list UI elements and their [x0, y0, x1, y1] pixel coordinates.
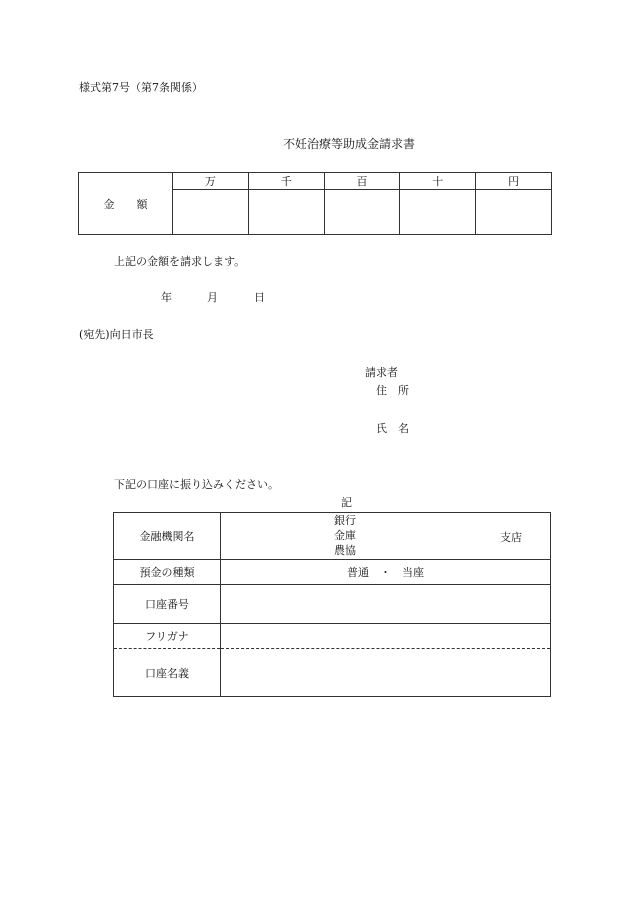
account-number-label: 口座番号 [114, 585, 221, 624]
unit-hyaku: 百 [324, 173, 400, 190]
amount-table [78, 172, 552, 235]
branch-label: 支店 [500, 531, 522, 544]
claimant-name-label: 氏 名 [376, 422, 409, 435]
amount-cell-hyaku[interactable] [324, 190, 400, 235]
unit-juu: 十 [400, 173, 476, 190]
unit-man: 万 [173, 173, 249, 190]
institution-type-kinko: 金庫 [334, 529, 356, 542]
account-number-cell[interactable] [221, 585, 551, 624]
institution-label: 金融機関名 [114, 513, 221, 560]
unit-en: 円 [476, 173, 552, 190]
date-year-label: 年 [161, 291, 172, 304]
date-month-label: 月 [207, 291, 218, 304]
institution-cell[interactable] [221, 513, 551, 560]
deposit-type-label: 預金の種類 [114, 560, 221, 585]
furigana-label: フリガナ [114, 624, 221, 649]
form-number: 様式第7号（第7条関係） [79, 81, 203, 94]
date-day-label: 日 [254, 291, 265, 304]
account-holder-label: 口座名義 [114, 649, 221, 697]
amount-cell-en[interactable] [476, 190, 552, 235]
institution-type-nokyo: 農協 [334, 544, 356, 557]
amount-cell-juu[interactable] [400, 190, 476, 235]
amount-cell-man[interactable] [173, 190, 249, 235]
claimant-address-label: 住 所 [376, 384, 409, 397]
document-title: 不妊治療等助成金請求書 [283, 137, 416, 151]
request-statement: 上記の金額を請求します。 [114, 255, 246, 268]
addressee: (宛先)向日市長 [79, 328, 154, 341]
furigana-cell[interactable] [221, 624, 551, 649]
amount-label: 金 額 [79, 173, 173, 235]
amount-cell-sen[interactable] [248, 190, 324, 235]
bank-account-table [113, 512, 551, 697]
institution-type-bank: 銀行 [334, 514, 356, 527]
record-mark: 記 [341, 496, 352, 509]
deposit-type-value[interactable]: 普通 ・ 当座 [221, 560, 551, 585]
unit-sen: 千 [248, 173, 324, 190]
transfer-statement: 下記の口座に振り込みください。 [114, 478, 279, 491]
claimant-heading: 請求者 [365, 366, 398, 379]
account-holder-cell[interactable] [221, 649, 551, 697]
